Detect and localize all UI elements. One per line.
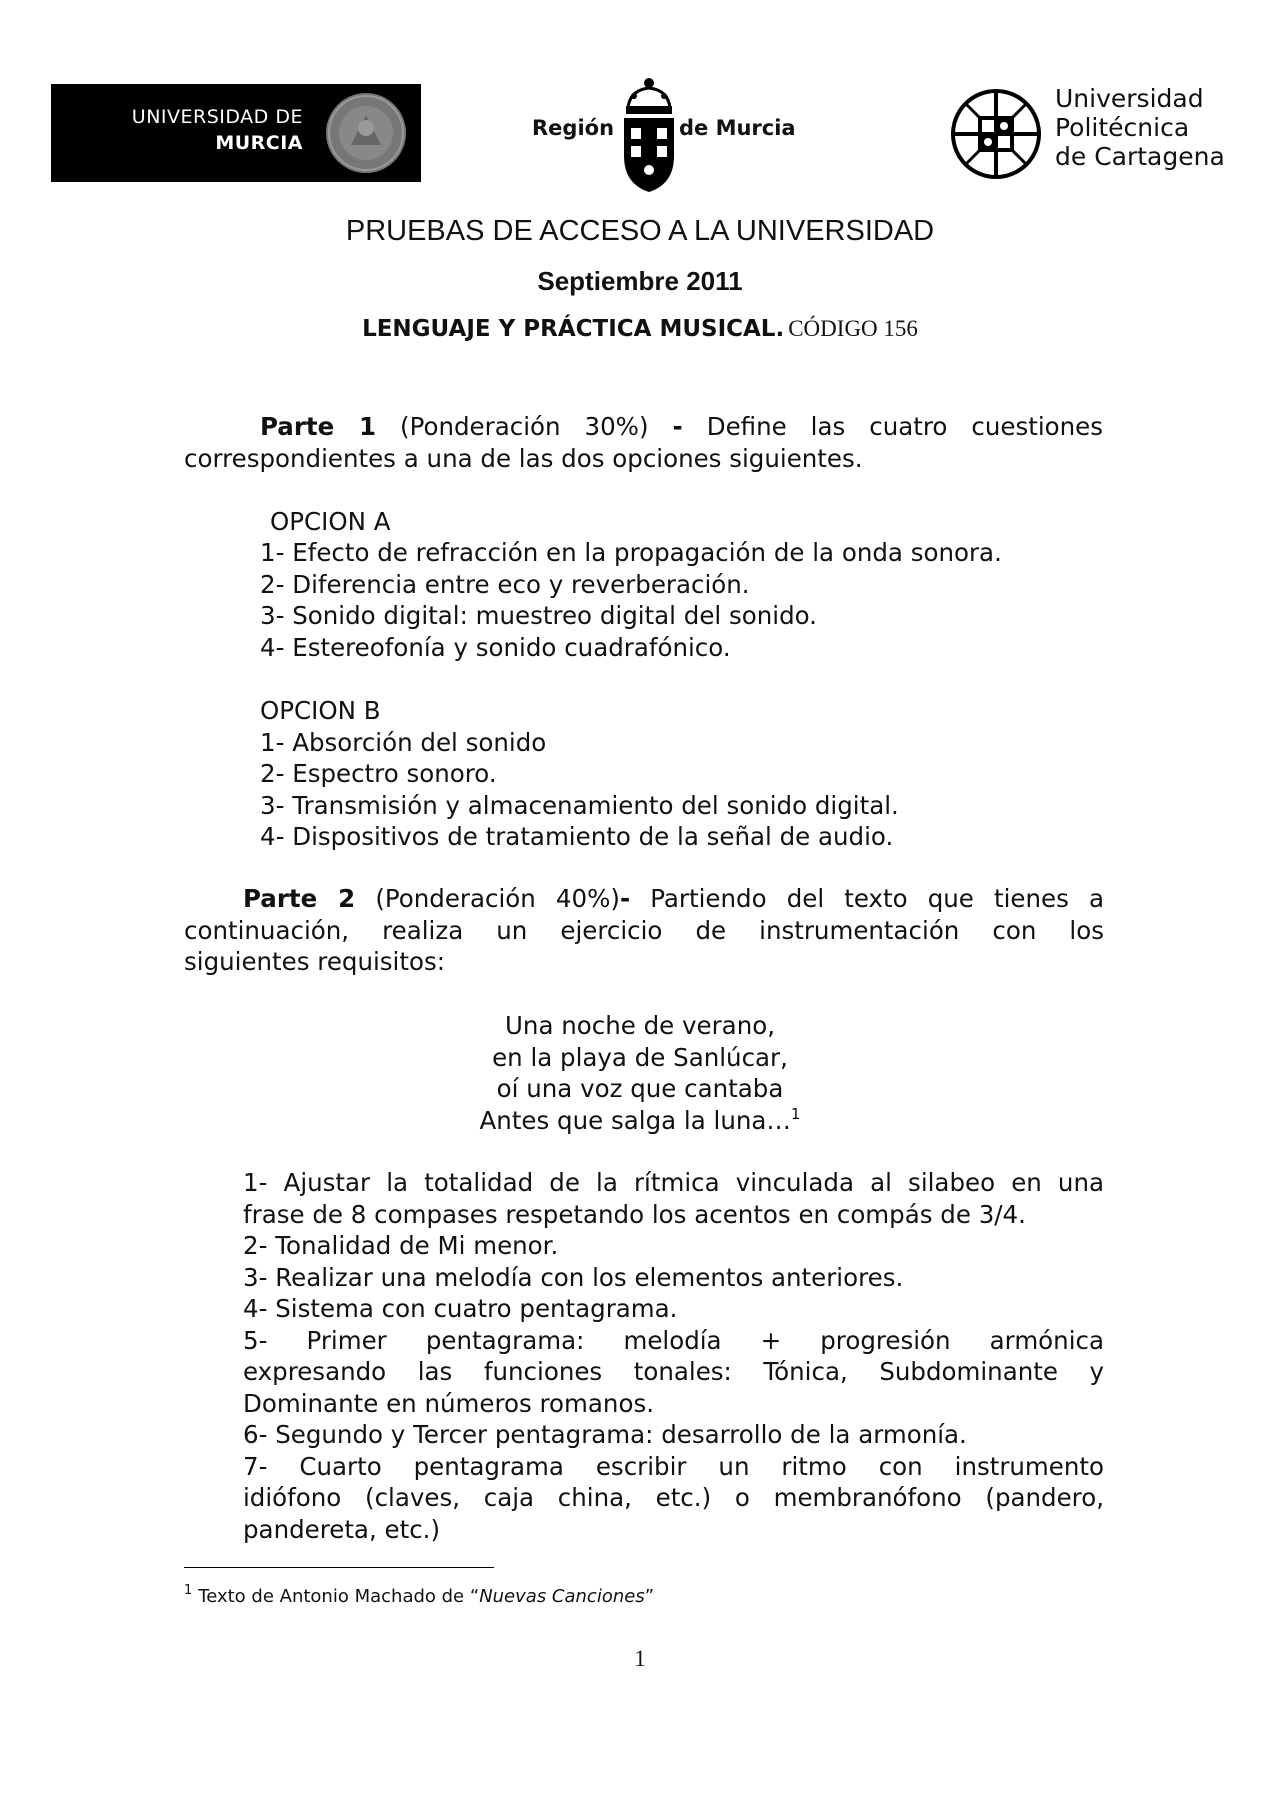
requirement-line: idiófono (claves, caja china, etc.) o membranófono (pandero, bbox=[243, 1483, 1104, 1512]
part1-weight: (Ponderación 30%) bbox=[400, 412, 649, 441]
poem-line: oí una voz que cantaba bbox=[496, 1074, 784, 1103]
part1-dash: - bbox=[672, 412, 683, 441]
requirement-line: expresando las funciones tonales: Tónica, Subdominante y bbox=[243, 1357, 1104, 1386]
universidad-de-murcia-logo bbox=[51, 84, 421, 182]
um-logo-line1: UNIVERSIDAD DE bbox=[131, 106, 303, 128]
requirement-line: Dominante en números romanos. bbox=[243, 1388, 654, 1418]
part2-line1-rest: Partiendo del texto que tienes a bbox=[650, 884, 1104, 913]
footnote-text-after: ” bbox=[644, 1586, 655, 1607]
requirement-line: 6- Segundo y Tercer pentagrama: desarrollo de la armonía. bbox=[243, 1420, 967, 1449]
requirement-line: 5- Primer pentagrama: melodía + progresión armónica bbox=[243, 1325, 1104, 1355]
exam-subject bbox=[0, 316, 1280, 342]
region-de-murcia-logo bbox=[520, 76, 820, 196]
option-a-item: 3- Sonido digital: muestreo digital del sonido. bbox=[260, 601, 817, 630]
page-number: 1 bbox=[634, 1646, 646, 1671]
requirement-line: 2- Tonalidad de Mi menor. bbox=[243, 1231, 559, 1260]
option-a-item: 4- Estereofonía y sonido cuadrafónico. bbox=[260, 632, 731, 662]
requirement-line: 3- Realizar una melodía con los elementos anteriores. bbox=[243, 1262, 904, 1292]
part2-intro-line2: continuación, realiza un ejercicio de instrumentación con los bbox=[184, 916, 1104, 945]
part1-intro-line2: correspondientes a una de las dos opciones siguientes. bbox=[184, 444, 863, 473]
poem-line: Antes que salga la luna… bbox=[479, 1105, 791, 1135]
poem-line: en la playa de Sanlúcar, bbox=[492, 1042, 788, 1072]
requirement-line: pandereta, etc.) bbox=[243, 1514, 441, 1544]
part2-label: Parte 2 bbox=[243, 884, 356, 913]
option-b-title: OPCION B bbox=[260, 696, 381, 725]
requirement-line: 1- Ajustar la totalidad de la rítmica vinculada al silabeo en una bbox=[243, 1168, 1104, 1197]
requirements-list bbox=[243, 1167, 1104, 1545]
footnote-mark: 1 bbox=[184, 1583, 193, 1598]
upct-logo bbox=[950, 84, 1230, 184]
requirement-line: frase de 8 compases respetando los acentos en compás de 3/4. bbox=[243, 1199, 1026, 1229]
footnote bbox=[184, 1583, 655, 1607]
part1-line1-rest: Define las cuatro cuestiones bbox=[706, 412, 1103, 441]
option-b-item: 4- Dispositivos de tratamiento de la señal de audio. bbox=[260, 822, 894, 851]
option-b-item: 1- Absorción del sonido bbox=[260, 727, 547, 757]
option-a-list bbox=[260, 537, 1002, 663]
exam-date: Septiembre 2011 bbox=[537, 266, 743, 296]
option-b-item: 2- Espectro sonoro. bbox=[260, 759, 497, 788]
rm-logo-left-text: Región bbox=[532, 116, 615, 140]
requirement-line: 7- Cuarto pentagrama escribir un ritmo con instrumento bbox=[243, 1451, 1104, 1481]
part2-weight: (Ponderación 40%) bbox=[375, 884, 620, 913]
part1-intro-line1 bbox=[260, 411, 1103, 443]
footnote-italic-title: Nuevas Canciones bbox=[479, 1586, 645, 1607]
option-b bbox=[260, 695, 899, 853]
option-b-item: 3- Transmisión y almacenamiento del sonido digital. bbox=[260, 790, 899, 820]
exam-title: PRUEBAS DE ACCESO A LA UNIVERSIDAD bbox=[345, 215, 935, 247]
option-a-item: 1- Efecto de refracción en la propagación de la onda sonora. bbox=[260, 538, 1002, 567]
subject-code: CÓDIGO 156 bbox=[788, 316, 918, 341]
footnote-text-before: Texto de Antonio Machado de “ bbox=[198, 1586, 480, 1607]
upct-logo-line3: de Cartagena bbox=[1055, 142, 1225, 171]
part2-intro-line3: siguientes requisitos: bbox=[184, 947, 445, 976]
upct-logo-line2: Politécnica bbox=[1055, 113, 1190, 142]
subject-name: LENGUAJE Y PRÁCTICA MUSICAL. bbox=[362, 316, 785, 342]
poem-footnote-mark: 1 bbox=[790, 1104, 801, 1123]
footnote-divider bbox=[184, 1567, 494, 1568]
um-logo-line2: MURCIA bbox=[215, 132, 303, 154]
poem bbox=[440, 1010, 840, 1136]
requirement-line: 4- Sistema con cuatro pentagrama. bbox=[243, 1294, 678, 1323]
um-seal-icon bbox=[321, 90, 411, 176]
part2-dash: - bbox=[619, 884, 631, 913]
poem-line-last bbox=[440, 1105, 840, 1137]
option-a bbox=[270, 506, 391, 538]
part2-intro-line1 bbox=[243, 883, 1104, 915]
upct-logo-line1: Universidad bbox=[1055, 84, 1204, 113]
rm-logo-right-text: de Murcia bbox=[679, 116, 796, 140]
upct-seal-icon bbox=[950, 88, 1042, 180]
option-a-item: 2- Diferencia entre eco y reverberación. bbox=[260, 569, 750, 599]
part1-label: Parte 1 bbox=[260, 412, 377, 441]
region-shield-icon bbox=[620, 76, 678, 194]
poem-line: Una noche de verano, bbox=[504, 1011, 775, 1040]
option-a-title: OPCION A bbox=[270, 507, 391, 536]
